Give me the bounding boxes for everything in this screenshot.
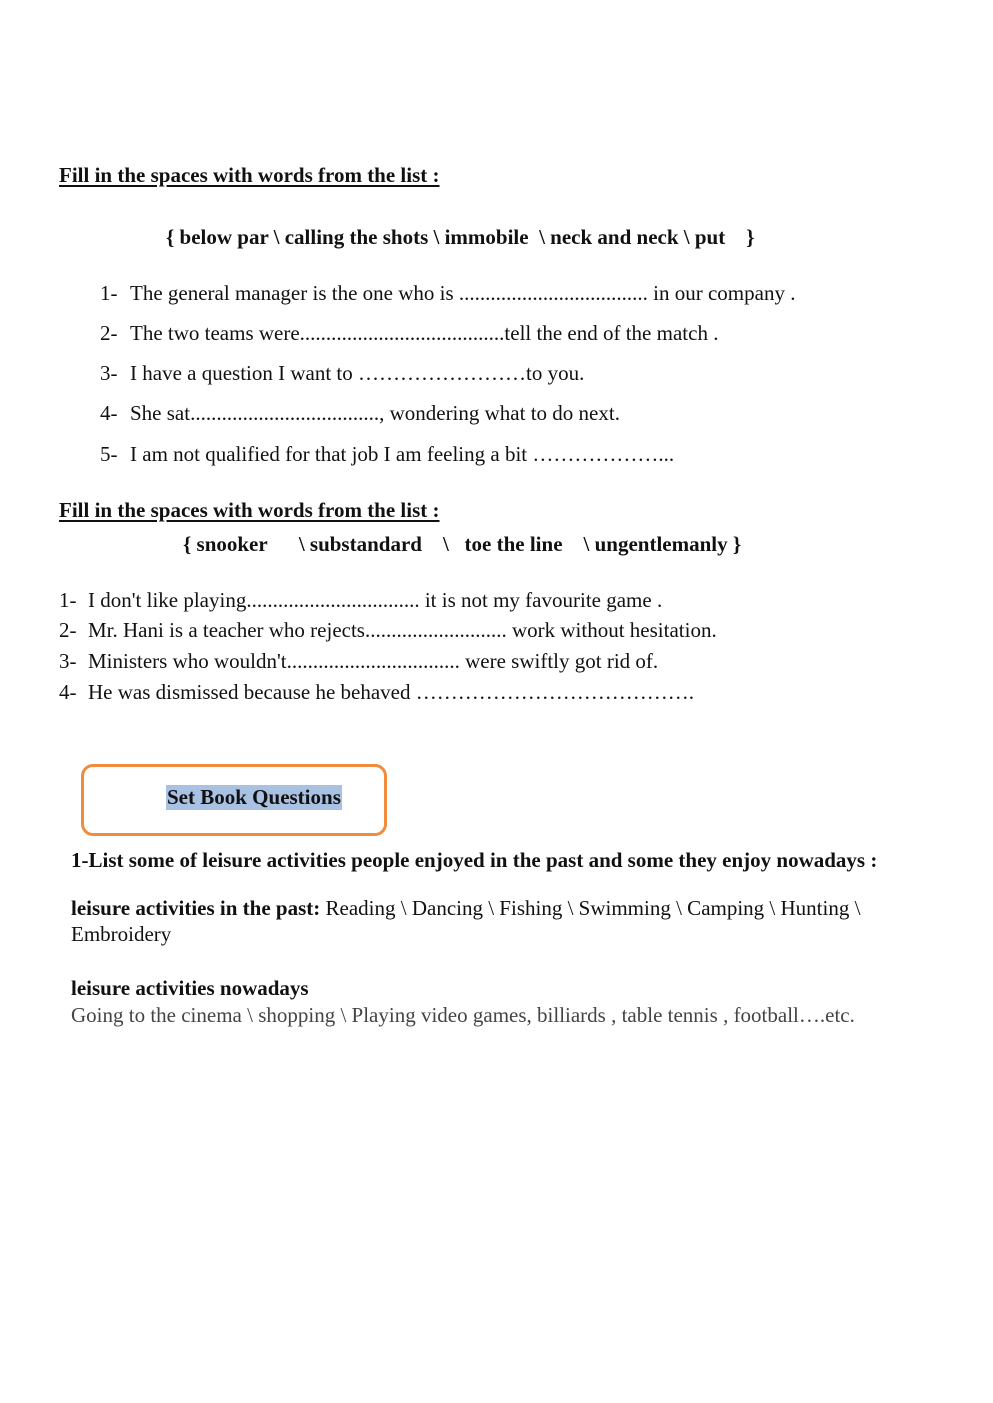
past-answer-line2: Embroidery	[71, 922, 172, 946]
list-item	[59, 588, 662, 613]
section2-heading: Fill in the spaces with words from the list :	[59, 498, 440, 522]
past-label: leisure activities in the past:	[71, 896, 321, 920]
item-number: 2-	[100, 321, 118, 345]
list-item	[100, 321, 718, 346]
item-number: 3-	[59, 649, 77, 673]
item-number: 3-	[100, 361, 118, 385]
item-text: I am not qualified for that job I am feeling a bit ………………...	[130, 442, 675, 466]
list-item	[100, 442, 674, 467]
list-item	[59, 680, 694, 705]
list-item	[59, 618, 717, 643]
list-item	[100, 401, 620, 426]
past-answer-line1	[71, 896, 860, 921]
list-item	[100, 281, 795, 306]
item-number: 4-	[100, 401, 118, 425]
section2-word-list: { snooker \ substandard \ toe the line \ ungentlemanly }	[183, 532, 742, 556]
past-answer-text: Reading \ Dancing \ Fishing \ Swimming \ Camping \ Hunting \	[320, 896, 861, 920]
item-number: 5-	[100, 442, 118, 466]
now-answer: Going to the cinema \ shopping \ Playing video games, billiards , table tennis , football….etc.	[71, 1003, 855, 1027]
item-text: She sat...................................., wondering what to do next.	[130, 401, 620, 425]
item-number: 1-	[59, 588, 77, 612]
set-book-title: Set Book Questions	[167, 785, 341, 809]
item-number: 4-	[59, 680, 77, 704]
item-text: Mr. Hani is a teacher who rejects........................... work without hesitation.	[88, 618, 717, 642]
item-text: He was dismissed because he behaved ………………………………….	[88, 680, 694, 704]
item-text: I don't like playing................................. it is not my favourite game .	[88, 588, 663, 612]
section1-word-list: { below par \ calling the shots \ immobile \ neck and neck \ put }	[166, 225, 755, 249]
item-text: The two teams were.......................................tell the end of the match .	[130, 321, 719, 345]
list-item	[100, 361, 584, 386]
item-text: The general manager is the one who is .................................... in our company .	[130, 281, 796, 305]
item-number: 2-	[59, 618, 77, 642]
item-number: 1-	[100, 281, 118, 305]
list-item	[59, 649, 658, 674]
item-text: I have a question I want to ……………………to you.	[130, 361, 585, 385]
section1-heading: Fill in the spaces with words from the list :	[59, 163, 440, 187]
item-text: Ministers who wouldn't................................. were swiftly got rid of.	[88, 649, 659, 673]
set-book-question: 1-List some of leisure activities people enjoyed in the past and some they enjoy nowadays :	[71, 848, 878, 872]
now-label: leisure activities nowadays	[71, 976, 309, 1000]
